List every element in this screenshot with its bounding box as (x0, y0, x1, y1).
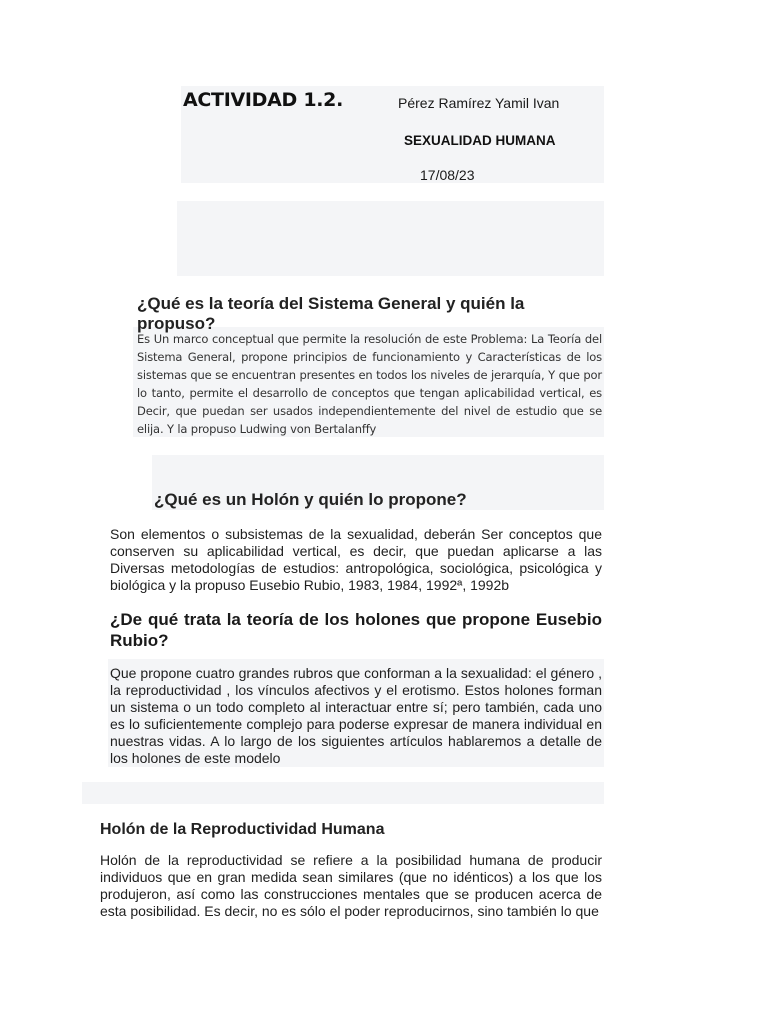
q1-body: Es Un marco conceptual que permite la resolución de este Problema: La Teoría del Sistema General, propone principios de funcionamiento y Características de los sistemas que se encuentran presentes en todos los niveles de jerarquía, Y que por lo tanto, permite el desarrollo de conceptos que tengan aplicabilidad vertical, es Decir, que puedan ser usados independientemente del nivel de estudio que se elija. Y la propuso Ludwing von Bertalanffy (137, 332, 602, 436)
q2-body: Son elementos o subsistemas de la sexualidad, deberán Ser conceptos que conserven su aplicabilidad vertical, es decir, que puedan aplicarse a las Diversas metodologías de estudios: antropológica, sociológica, psicológica y biológica y la propuso Eusebio Rubio, 1983, 1984, 1992ª, 1992b (110, 526, 602, 593)
activity-title: ACTIVIDAD 1.2. (183, 89, 343, 111)
date: 17/08/23 (420, 167, 475, 183)
q4-body: Holón de la reproductividad se refiere a la posibilidad humana de producir individuos que en gran medida sean similares (que no idénticos) a los que los produjeron, así como las construcciones mentales que se producen acerca de esta posibilidad. Es decir, no es sólo el poder reproducirnos, sino también lo que (100, 852, 602, 919)
blank-box (177, 201, 604, 276)
course-name: SEXUALIDAD HUMANA (404, 133, 556, 148)
q3-body: Que propone cuatro grandes rubros que conforman a la sexualidad: el género , la reproductividad , los vínculos afectivos y el erotismo. Estos holones forman un sistema o un todo completo al interactuar entre sí; pero también, cada uno es lo suficientemente complejo para poderse expresar de manera individual en nuestras vidas. A lo largo de los siguientes artículos hablaremos a detalle de los holones de este modelo (110, 665, 602, 766)
q1-heading: ¿Qué es la teoría del Sistema General y quién la propuso? (137, 294, 525, 333)
q4-heading: Holón de la Reproductividad Humana (100, 821, 385, 838)
author-name: Pérez Ramírez Yamil Ivan (398, 95, 560, 111)
q2-heading: ¿Qué es un Holón y quién lo propone? (154, 490, 467, 509)
divider-box (82, 782, 604, 804)
q3-heading: ¿De qué trata la teoría de los holones que propone Eusebio Rubio? (110, 610, 602, 650)
